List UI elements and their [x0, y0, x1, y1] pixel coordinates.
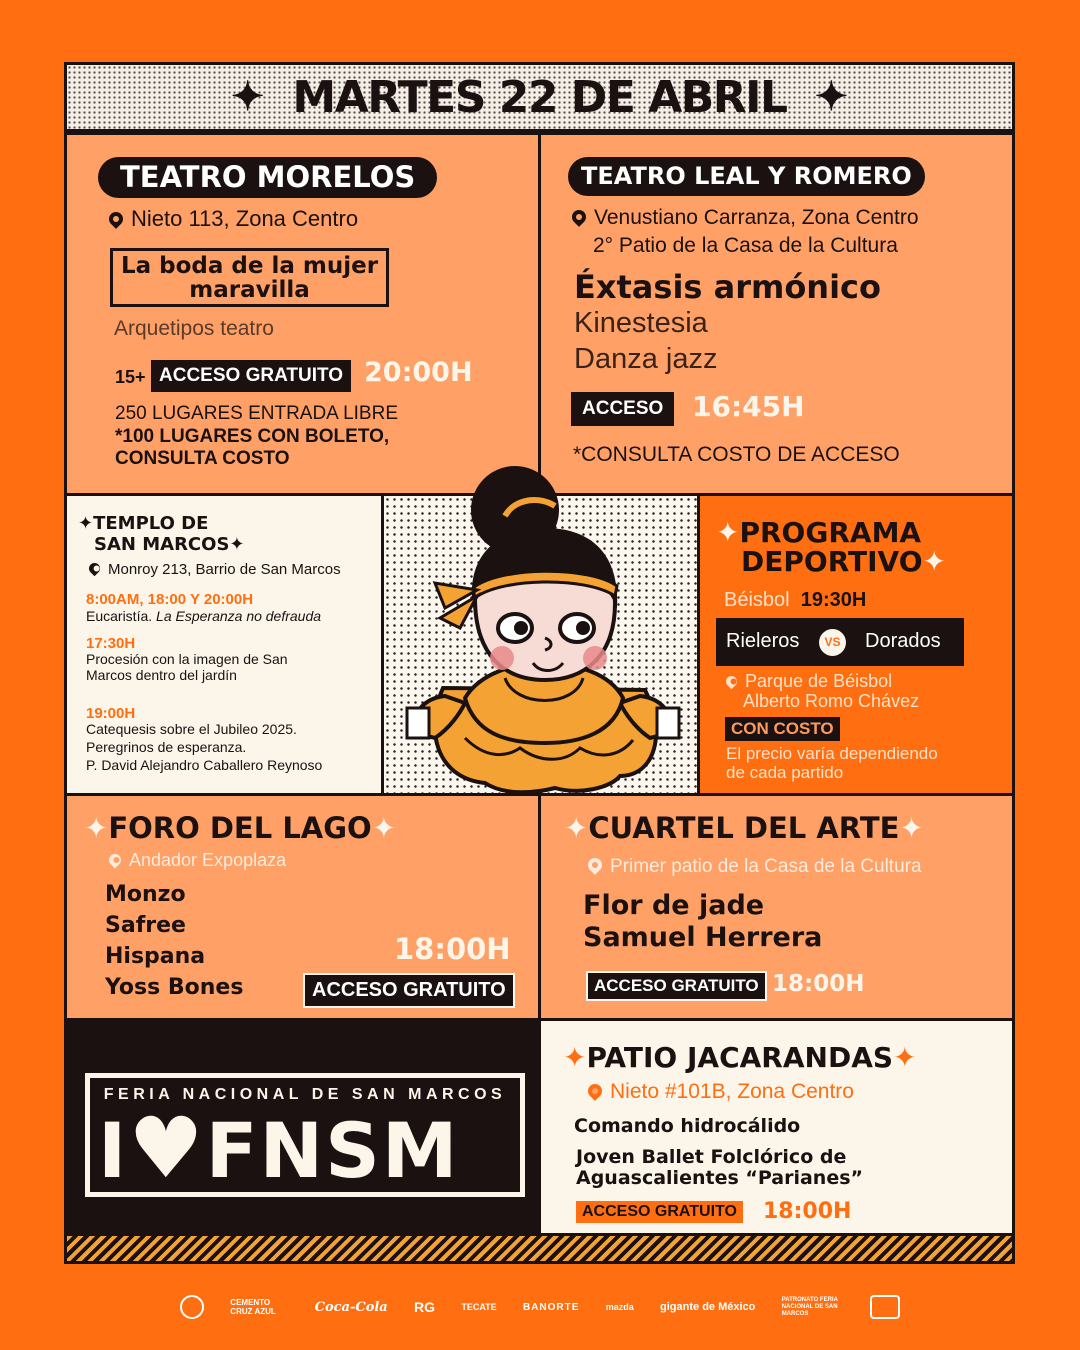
cheek [490, 646, 514, 670]
folklorico-dancer-illustration [405, 458, 681, 798]
location-pin-icon [107, 852, 124, 869]
foro-del-lago-card [67, 796, 538, 1018]
program-frame [64, 62, 1015, 1264]
procession-time: 17:30H [86, 635, 136, 652]
act-name: Comando hidrocálido [574, 1115, 801, 1137]
venue-address-detail: 2° Patio de la Casa de la Cultura [593, 234, 898, 257]
sponsor-logo: Coca-Cola [314, 1299, 388, 1315]
location-pin-icon [724, 674, 740, 690]
sponsor-logo: CEMENTO CRUZ AZUL [230, 1298, 276, 1316]
procession-description: Procesión con la imagen de San [86, 651, 288, 667]
price-note: de cada partido [726, 763, 844, 782]
venue-address: Venustiano Carranza, Zona Centro [572, 206, 919, 230]
venue-title: ✦FORO DEL LAGO✦ [84, 811, 397, 845]
act-name: Joven Ballet Folclórico de [576, 1146, 847, 1168]
venue-title: ✦TEMPLO DE SAN MARCOS✦ [78, 513, 245, 555]
procession-description: Marcos dentro del jardín [86, 667, 237, 683]
venue-title: ✦CUARTEL DEL ARTE✦ [564, 811, 924, 845]
capacity-note: 250 LUGARES ENTRADA LIBRE [115, 403, 398, 424]
fnsm-logo [85, 1073, 525, 1197]
section-title: ✦PROGRAMA DEPORTIVO✦ [716, 516, 946, 578]
mass-description: Eucaristía. La Esperanza no defrauda [86, 608, 322, 624]
sponsor-logo: TECATE [461, 1302, 497, 1312]
team-name: Dorados [865, 630, 941, 652]
event-time: 18:00H [394, 932, 511, 966]
act-name: Hispana [105, 944, 206, 969]
ticket-note: *100 LUGARES CON BOLETO, [115, 426, 390, 447]
show-title: Danza jazz [574, 343, 718, 375]
act-name: Flor de jade [583, 890, 765, 921]
venue-address: Andador Expoplaza [109, 850, 286, 871]
age-rating: 15+ [115, 367, 146, 387]
vs-badge: VS [819, 629, 846, 656]
cheek [583, 646, 607, 670]
programa-deportivo-card [700, 496, 1012, 793]
teatro-leal-card [541, 135, 1012, 493]
access-note: *CONSULTA COSTO DE ACCESO [573, 443, 900, 466]
act-name: Aguascalientes “Parianes” [576, 1167, 864, 1189]
location-pin-icon [585, 855, 605, 875]
sponsor-logo: mazda [605, 1302, 634, 1312]
mass-times: 8:00AM, 18:00 Y 20:00H [86, 591, 254, 608]
seal-icon [180, 1295, 204, 1319]
show-title-line: maravilla [189, 277, 310, 303]
event-time: 18:00H [772, 971, 865, 997]
access-badge: ACCESO GRATUITO [303, 973, 515, 1008]
date-header [67, 65, 1012, 132]
catechesis-description: P. David Alejandro Caballero Reynoso [86, 757, 323, 773]
act-name: Safree [105, 913, 186, 938]
sport-line: Béisbol 19:30H [724, 589, 867, 611]
sparkle-icon: ✦ [814, 75, 849, 119]
team-name: Rieleros [726, 630, 800, 652]
price-note: El precio varía dependiendo [726, 744, 938, 763]
page-title: MARTES 22 DE ABRIL [292, 71, 787, 123]
templo-san-marcos-card [67, 496, 381, 793]
location-pin-icon [585, 1081, 605, 1101]
location-pin-icon [87, 561, 103, 577]
venue-address: Monroy 213, Barrio de San Marcos [89, 561, 341, 578]
venue-title: ✦PATIO JACARANDAS✦ [563, 1041, 917, 1074]
cost-badge: CON COSTO [725, 717, 840, 741]
act-name: Samuel Herrera [583, 922, 823, 953]
event-time: 18:00H [763, 1199, 852, 1224]
matchup-bar [716, 618, 964, 666]
venue-address: Nieto 113, Zona Centro [109, 206, 358, 232]
event-time: 16:45H [692, 390, 805, 423]
company-name: Arquetipos teatro [114, 317, 274, 340]
venue-address: Primer patio de la Casa de la Cultura [588, 856, 922, 878]
venue-title: TEATRO LEAL Y ROMERO [568, 157, 925, 196]
stadium-address: Parque de Béisbol Alberto Romo Chávez [726, 671, 919, 711]
seal-icon [870, 1295, 900, 1319]
access-badge: ACCESO GRATUITO [586, 971, 767, 1001]
show-title: Kinestesia [574, 307, 708, 339]
fnsm-logo-panel [67, 1021, 538, 1233]
teatro-morelos-card [67, 135, 538, 493]
show-title-line: La boda de la mujer [120, 253, 379, 279]
logo-mark: I♥FNSM [98, 1099, 460, 1197]
location-pin-icon [569, 207, 589, 227]
sponsor-bar [180, 1290, 900, 1324]
venue-address: Nieto #101B, Zona Centro [588, 1080, 854, 1104]
cuartel-del-arte-card [541, 796, 1012, 1018]
catechesis-description: Catequesis sobre el Jubileo 2025. [86, 721, 297, 737]
sparkle-icon: ✦ [230, 75, 265, 119]
show-title-box [110, 248, 389, 307]
act-name: Yoss Bones [105, 975, 244, 1000]
ticket-note: CONSULTA COSTO [115, 448, 290, 469]
access-badge: ACCESO GRATUITO [576, 1201, 743, 1223]
event-time: 20:00H [364, 357, 473, 388]
patio-jacarandas-card [541, 1021, 1012, 1233]
act-name: Monzo [105, 882, 186, 907]
sponsor-icon: RG [414, 1299, 436, 1315]
heart-icon: ♥ [128, 1099, 206, 1197]
show-title: Éxtasis armónico [574, 268, 881, 306]
catechesis-time: 19:00H [86, 705, 136, 722]
location-pin-icon [106, 209, 126, 229]
logo-subtitle: FERIA NACIONAL DE SAN MARCOS [103, 1086, 507, 1103]
access-badge: ACCESO [571, 392, 674, 426]
access-badge: ACCESO GRATUITO [151, 360, 351, 392]
sponsor-logo: gigante de México [660, 1301, 756, 1313]
catechesis-description: Peregrinos de esperanza. [86, 739, 247, 755]
venue-title: TEATRO MORELOS [98, 157, 437, 198]
sponsor-logo: BANORTE [522, 1301, 580, 1313]
sponsor-logo: PATRONATO FERIA NACIONAL DE SAN MARCOS [781, 1296, 838, 1317]
hatched-strip [67, 1236, 1012, 1261]
